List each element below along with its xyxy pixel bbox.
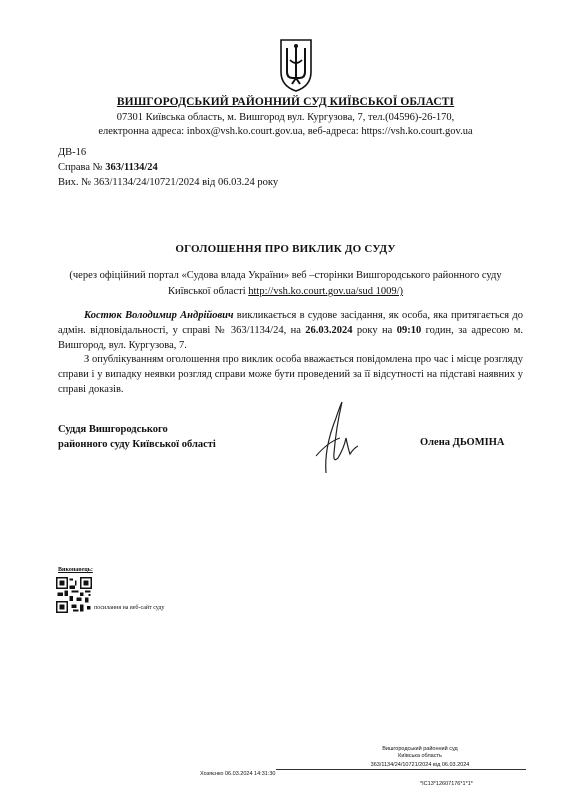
- stamp-created-line: Хозяєнко 06.03.2024 14:31:30: [200, 771, 276, 777]
- court-address: 07301 Київська область, м. Вишгород вул. Кургузова, 7, тел.(04596)-26-170,: [116, 112, 455, 123]
- stamp-org-line1: Вишгородський районний суд: [382, 746, 458, 752]
- court-web-link[interactable]: http://vsh.ko.court.gov.ua/sud 1009/): [248, 286, 404, 297]
- outgoing-number: Вих. № 363/1134/24/10721/2024 від 06.03.24 року: [58, 177, 279, 188]
- judge-role: [58, 422, 216, 452]
- summoned-person: Костюк Володимир Андрійович: [84, 310, 234, 321]
- summons-paragraph: [58, 308, 523, 353]
- stamp-org-line2: Київська область: [398, 753, 442, 759]
- executor-label: Виконавець:: [58, 567, 93, 573]
- court-contacts: електронна адреса: inbox@vsh.ko.court.gov.ua, веб-адреса: https://vsh.ko.court.gov.ua: [98, 126, 473, 137]
- summons-text-a: викликається в судове засідання, як особа, яка притягається до адмін. відповідальності, у справі № 363/1134/24, на: [58, 310, 523, 336]
- publication-text: (через офіційний портал «Судова влада України» веб –сторінки Вишгородського районного суду Київської області: [69, 270, 502, 297]
- hearing-time: 09:10: [396, 325, 422, 336]
- coat-of-arms-icon: [279, 38, 313, 92]
- notice-title: ОГОЛОШЕННЯ ПРО ВИКЛИК ДО СУДУ: [175, 243, 396, 255]
- handwritten-signature-icon: [306, 398, 366, 478]
- form-code: ДВ-16: [58, 147, 87, 158]
- consequences-paragraph: З опублікуванням оголошення про виклик особа вважається повідомлена про час і місце розгляду справи і у випадку неявки розгляд справи може бути проведений за її відсутності на підставі наявних у справі доказів.: [58, 354, 523, 395]
- summons-text-c: годин, за адресою м. Вишгород, вул. Кургузова, 7.: [58, 325, 523, 351]
- stamp-doc-line: 363/1134/24/10721/2024 від 06.03.2024: [370, 762, 470, 768]
- stamp-id: *IC13*12607176*1*1*: [420, 781, 473, 787]
- stamp-divider: [276, 769, 526, 770]
- judge-role-line2: районного суду Київської області: [58, 439, 216, 450]
- case-label: Справа №: [58, 162, 103, 173]
- case-number-line: [58, 162, 158, 173]
- publication-note: [58, 268, 513, 300]
- judge-role-line1: Суддя Вишгородського: [58, 424, 168, 435]
- hearing-date: 26.03.2024: [305, 325, 353, 336]
- qr-code-icon[interactable]: [56, 577, 92, 613]
- court-name: ВИШГОРОДСЬКИЙ РАЙОННИЙ СУД КИЇВСЬКОЇ ОБЛАСТІ: [116, 96, 455, 108]
- summons-text-b: року на: [352, 325, 397, 336]
- qr-caption: посилання на веб-сайт суду: [94, 605, 165, 611]
- judge-name: Олена ДЬОМІНА: [420, 437, 505, 448]
- case-number: 363/1134/24: [105, 162, 158, 173]
